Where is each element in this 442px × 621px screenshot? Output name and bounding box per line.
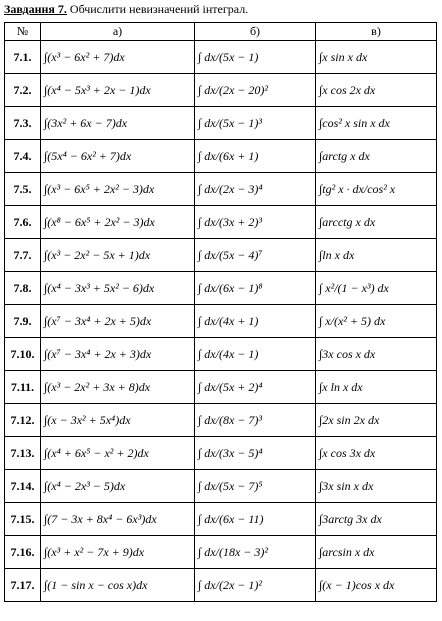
col-header-a: а) <box>41 23 195 41</box>
integral-c: ∫ x/(x² + 5) dx <box>316 305 437 338</box>
integral-b: ∫ dx/(4x − 1) <box>195 338 316 371</box>
row-number: 7.16. <box>5 536 41 569</box>
integral-c: ∫(x − 1)cos x dx <box>316 569 437 602</box>
integral-c: ∫ln x dx <box>316 239 437 272</box>
integral-c: ∫x sin x dx <box>316 41 437 74</box>
integral-a: ∫(x⁸ − 6x⁵ + 2x² − 3)dx <box>41 206 195 239</box>
table-row <box>5 437 437 470</box>
table-row <box>5 41 437 74</box>
integral-b: ∫ dx/(2x − 20)² <box>195 74 316 107</box>
integral-c: ∫arcctg x dx <box>316 206 437 239</box>
integral-a: ∫(x⁴ − 3x³ + 5x² − 6)dx <box>41 272 195 305</box>
integral-b: ∫ dx/(5x − 7)⁵ <box>195 470 316 503</box>
table-row <box>5 470 437 503</box>
integral-b: ∫ dx/(5x − 4)⁷ <box>195 239 316 272</box>
table-row <box>5 74 437 107</box>
row-number: 7.7. <box>5 239 41 272</box>
table-row <box>5 206 437 239</box>
integral-a: ∫(x⁴ − 2x³ − 5)dx <box>41 470 195 503</box>
row-number: 7.5. <box>5 173 41 206</box>
integral-a: ∫(x³ − 6x⁵ + 2x² − 3)dx <box>41 173 195 206</box>
integral-a: ∫(7 − 3x + 8x⁴ − 6x³)dx <box>41 503 195 536</box>
integral-c: ∫3x cos x dx <box>316 338 437 371</box>
integral-b: ∫ dx/(5x − 1)³ <box>195 107 316 140</box>
row-number: 7.8. <box>5 272 41 305</box>
integral-a: ∫(1 − sin x − cos x)dx <box>41 569 195 602</box>
table-row <box>5 503 437 536</box>
integral-c: ∫x ln x dx <box>316 371 437 404</box>
integral-b: ∫ dx/(8x − 7)³ <box>195 404 316 437</box>
integral-b: ∫ dx/(5x − 1) <box>195 41 316 74</box>
row-number: 7.13. <box>5 437 41 470</box>
table-row <box>5 338 437 371</box>
integrals-table <box>4 22 437 602</box>
table-row <box>5 140 437 173</box>
integral-a: ∫(x⁷ − 3x⁴ + 2x + 5)dx <box>41 305 195 338</box>
table-row <box>5 107 437 140</box>
row-number: 7.6. <box>5 206 41 239</box>
integral-a: ∫(x³ + x² − 7x + 9)dx <box>41 536 195 569</box>
task-heading <box>4 2 248 17</box>
integral-b: ∫ dx/(2x − 1)² <box>195 569 316 602</box>
integral-a: ∫(x³ − 2x² + 3x + 8)dx <box>41 371 195 404</box>
integral-a: ∫(3x² + 6x − 7)dx <box>41 107 195 140</box>
row-number: 7.2. <box>5 74 41 107</box>
table-row <box>5 272 437 305</box>
row-number: 7.3. <box>5 107 41 140</box>
integral-c: ∫3x sin x dx <box>316 470 437 503</box>
integral-c: ∫cos² x sin x dx <box>316 107 437 140</box>
col-header-number: № <box>5 23 41 41</box>
integral-b: ∫ dx/(18x − 3)² <box>195 536 316 569</box>
integral-a: ∫(x − 3x² + 5x⁴)dx <box>41 404 195 437</box>
integral-c: ∫tg² x · dx/cos² x <box>316 173 437 206</box>
col-header-b: б) <box>195 23 316 41</box>
integral-b: ∫ dx/(3x + 2)³ <box>195 206 316 239</box>
table-row <box>5 569 437 602</box>
integral-c: ∫ x²/(1 − x³) dx <box>316 272 437 305</box>
row-number: 7.4. <box>5 140 41 173</box>
integral-c: ∫arcsin x dx <box>316 536 437 569</box>
row-number: 7.10. <box>5 338 41 371</box>
row-number: 7.14. <box>5 470 41 503</box>
table-row <box>5 371 437 404</box>
integral-c: ∫x cos 3x dx <box>316 437 437 470</box>
integral-c: ∫3arctg 3x dx <box>316 503 437 536</box>
table-row <box>5 239 437 272</box>
table-header-row <box>5 23 437 41</box>
integral-a: ∫(x⁴ + 6x⁵ − x² + 2)dx <box>41 437 195 470</box>
col-header-c: в) <box>316 23 437 41</box>
table-row <box>5 536 437 569</box>
task-label: Завдання 7. <box>4 2 67 16</box>
integral-b: ∫ dx/(6x − 11) <box>195 503 316 536</box>
integral-c: ∫2x sin 2x dx <box>316 404 437 437</box>
integral-b: ∫ dx/(6x + 1) <box>195 140 316 173</box>
integral-b: ∫ dx/(5x + 2)⁴ <box>195 371 316 404</box>
row-number: 7.9. <box>5 305 41 338</box>
row-number: 7.12. <box>5 404 41 437</box>
integral-c: ∫x cos 2x dx <box>316 74 437 107</box>
integral-a: ∫(x³ − 2x² − 5x + 1)dx <box>41 239 195 272</box>
integral-a: ∫(5x⁴ − 6x² + 7)dx <box>41 140 195 173</box>
integral-c: ∫arctg x dx <box>316 140 437 173</box>
integral-a: ∫(x⁷ − 3x⁴ + 2x + 3)dx <box>41 338 195 371</box>
integral-b: ∫ dx/(3x − 5)⁴ <box>195 437 316 470</box>
table-row <box>5 173 437 206</box>
integral-a: ∫(x⁴ − 5x³ + 2x − 1)dx <box>41 74 195 107</box>
integral-a: ∫(x³ − 6x² + 7)dx <box>41 41 195 74</box>
table-row <box>5 404 437 437</box>
task-text: Обчислити невизначений інтеграл. <box>69 2 249 16</box>
integral-b: ∫ dx/(2x − 3)⁴ <box>195 173 316 206</box>
row-number: 7.17. <box>5 569 41 602</box>
row-number: 7.1. <box>5 41 41 74</box>
row-number: 7.11. <box>5 371 41 404</box>
integral-b: ∫ dx/(4x + 1) <box>195 305 316 338</box>
row-number: 7.15. <box>5 503 41 536</box>
integral-b: ∫ dx/(6x − 1)⁸ <box>195 272 316 305</box>
table-row <box>5 305 437 338</box>
